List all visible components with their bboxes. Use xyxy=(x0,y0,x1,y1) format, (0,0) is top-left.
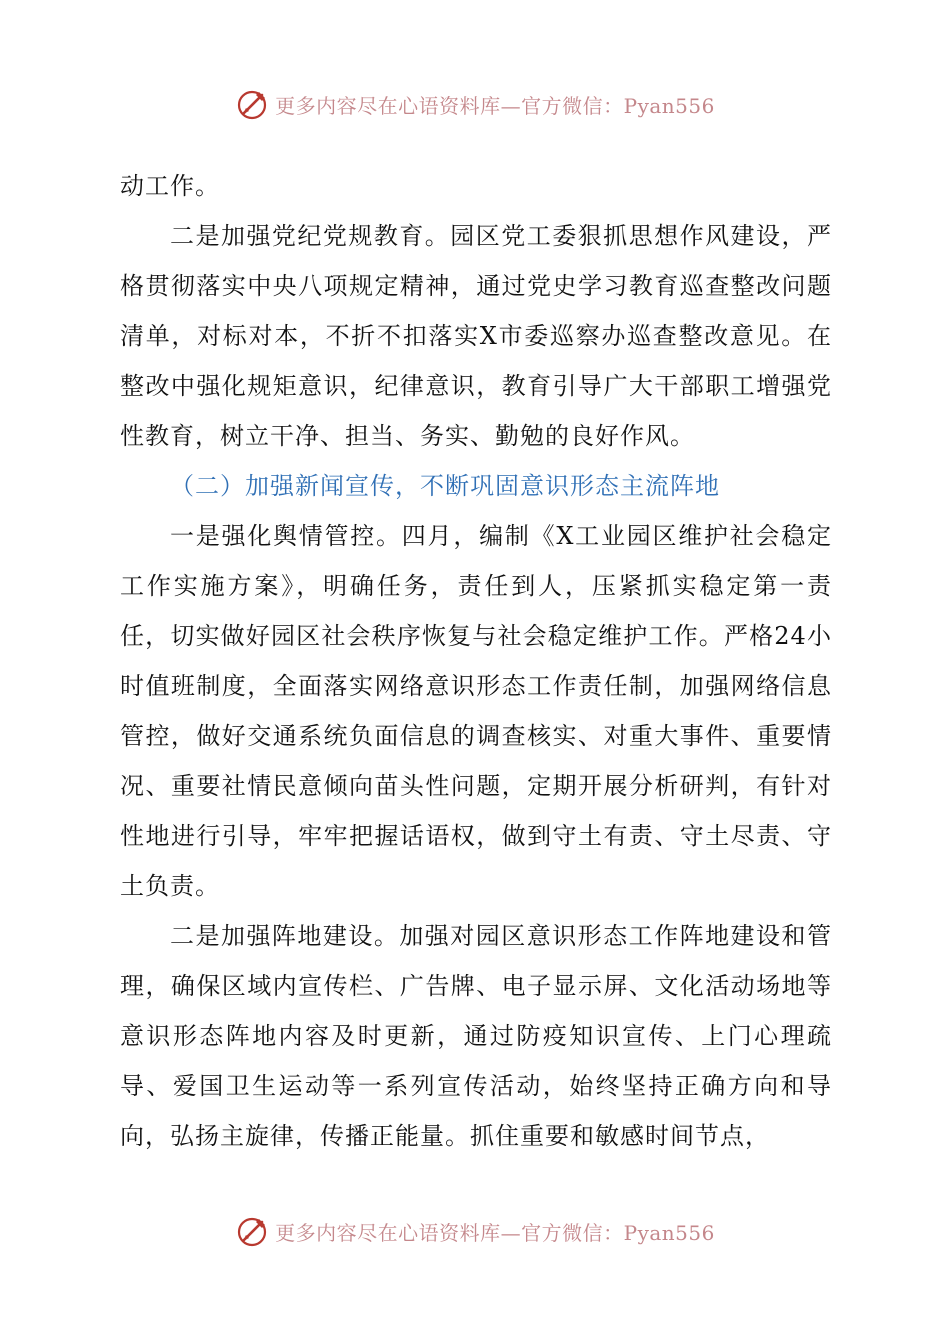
pen-logo-icon xyxy=(235,86,271,122)
header-banner xyxy=(0,86,950,122)
document-body xyxy=(120,161,832,1161)
paragraph-party-discipline: 二是加强党纪党规教育。园区党工委狠抓思想作风建设，严格贯彻落实中央八项规定精神，通过党史学习教育巡查整改问题清单，对标对本，不折不扣落实X市委巡察办巡查整改意见。在整改中强化规矩意识，纪律意识，教育引导广大干部职工增强党性教育，树立干净、担当、务实、勤勉的良好作风。 xyxy=(120,222,832,450)
paragraph-continuation: 动工作。 xyxy=(120,172,220,200)
section-heading-news-publicity: （二）加强新闻宣传，不断巩固意识形态主流阵地 xyxy=(170,472,720,500)
paragraph-position-building: 二是加强阵地建设。加强对园区意识形态工作阵地建设和管理，确保区域内宣传栏、广告牌、电子显示屏、文化活动场地等意识形态阵地内容及时更新，通过防疫知识宣传、上门心理疏导、爱国卫生运动等一系列宣传活动，始终坚持正确方向和导向，弘扬主旋律，传播正能量。抓住重要和敏感时间节点， xyxy=(120,922,832,1150)
header-banner-text: 更多内容尽在心语资料库—官方微信：Pyan556 xyxy=(275,93,715,118)
footer-banner xyxy=(0,1213,950,1249)
footer-banner-text: 更多内容尽在心语资料库—官方微信：Pyan556 xyxy=(275,1220,715,1245)
pen-logo-icon xyxy=(235,1213,271,1249)
paragraph-public-opinion: 一是强化舆情管控。四月，编制《X工业园区维护社会稳定工作实施方案》，明确任务，责任到人，压紧抓实稳定第一责任，切实做好园区社会秩序恢复与社会稳定维护工作。严格24小时值班制度，全面落实网络意识形态工作责任制，加强网络信息管控，做好交通系统负面信息的调查核实、对重大事件、重要情况、重要社情民意倾向苗头性问题，定期开展分析研判，有针对性地进行引导，牢牢把握话语权，做到守土有责、守土尽责、守土负责。 xyxy=(120,522,832,900)
